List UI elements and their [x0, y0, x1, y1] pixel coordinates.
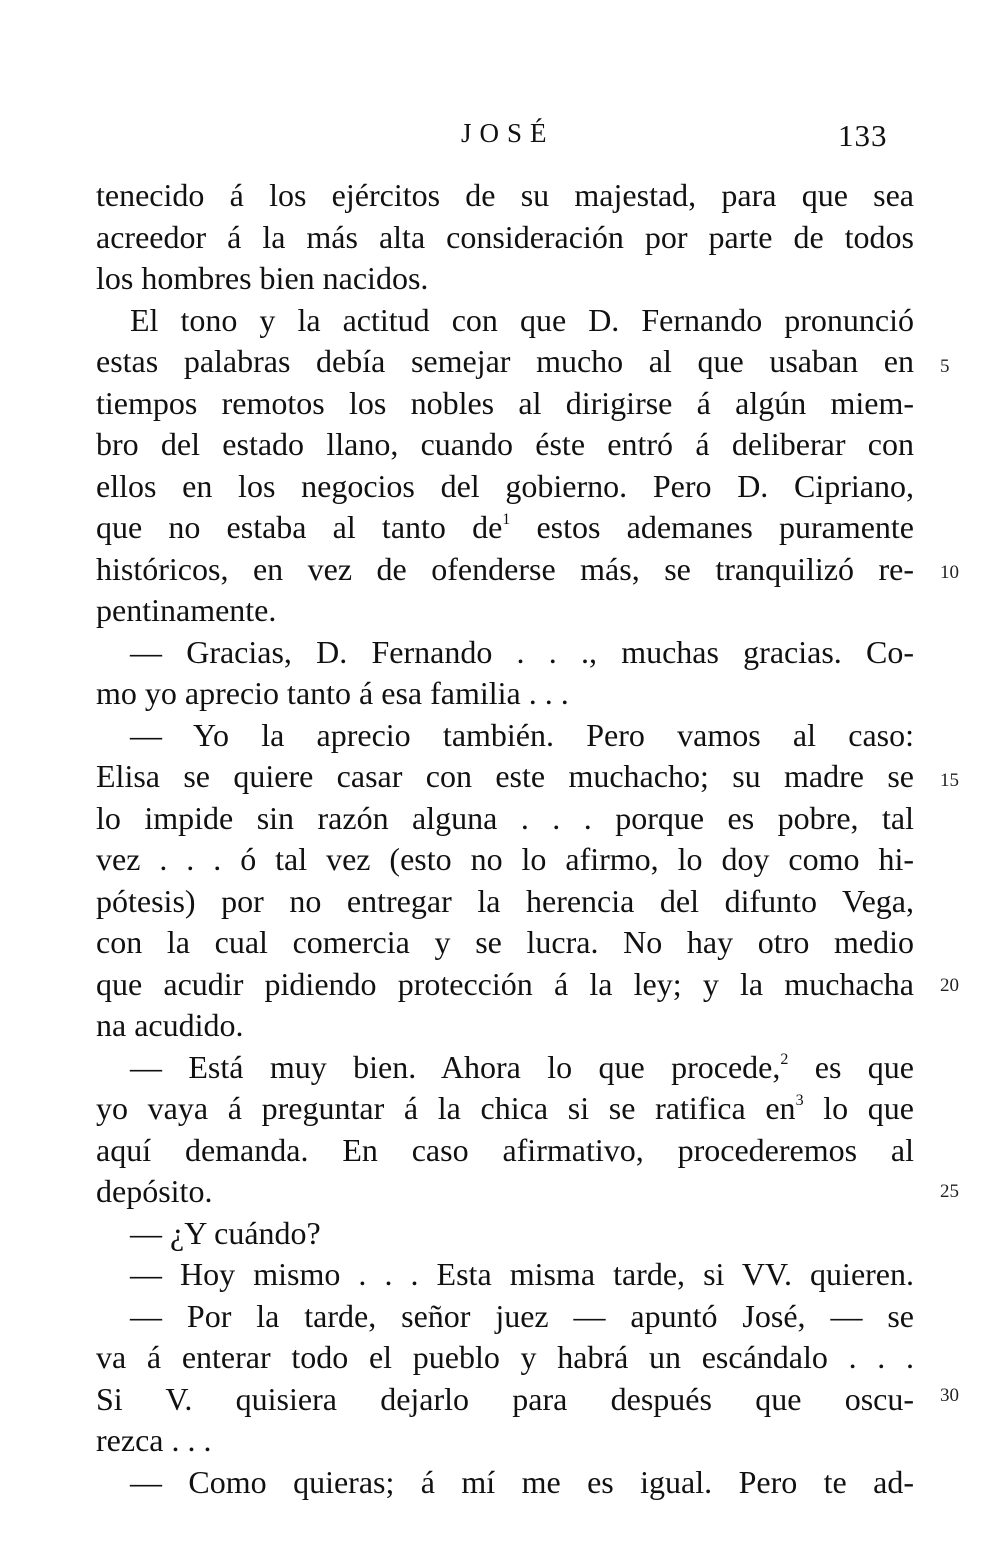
- text-line: tiempos remotos los nobles al dirigirse á algún miem-: [96, 384, 914, 421]
- text-line: tenecido á los ejércitos de su majestad, para que sea: [96, 177, 914, 213]
- text-line: El tono y la actitud con que D. Fernando pronunció: [130, 301, 914, 338]
- text-segment: que no estaba al tanto de: [96, 509, 503, 545]
- text-line: los hombres bien nacidos.: [96, 260, 429, 296]
- text-line: na acudido.: [96, 1007, 244, 1043]
- text-line: que acudir pidiendo protección á la ley; y la muchacha: [96, 965, 914, 1002]
- text-line: acreedor á la más alta consideración por parte de todos: [96, 218, 914, 255]
- text-line: — Gracias, D. Fernando . . ., muchas gracias. Co-: [130, 633, 914, 670]
- line-number-10: 10: [940, 562, 959, 583]
- text-line: [96, 1088, 914, 1130]
- text-line: pentinamente.: [96, 592, 277, 628]
- line-number-25: 25: [940, 1181, 959, 1202]
- text-line: pótesis) por no entregar la herencia del difunto Vega,: [96, 882, 914, 919]
- text-line: aquí demanda. En caso afirmativo, procederemos al: [96, 1131, 914, 1168]
- running-head: [0, 118, 1000, 158]
- text-line: rezca . . .: [96, 1422, 212, 1458]
- text-segment: — Está muy bien. Ahora lo que procede,: [130, 1048, 781, 1085]
- line-number-15: 15: [940, 770, 959, 791]
- line-number-20: 20: [940, 975, 959, 996]
- text-line: bro del estado llano, cuando éste entró á deliberar con: [96, 426, 914, 462]
- text-segment: es que: [788, 1048, 915, 1085]
- text-line: depósito.: [96, 1173, 213, 1209]
- text-line: lo impide sin razón alguna . . . porque es pobre, tal: [96, 799, 914, 836]
- text-line: mo yo aprecio tanto á esa familia . . .: [96, 675, 569, 711]
- text-line: estas palabras debía semejar mucho al que usaban en: [96, 343, 914, 379]
- text-segment: yo vaya á preguntar á la chica si se ratifica en: [96, 1090, 796, 1126]
- text-line: — ¿Y cuándo?: [130, 1214, 321, 1251]
- page-number: 133: [838, 118, 888, 153]
- text-line: históricos, en vez de ofenderse más, se tranquilizó re-: [96, 550, 914, 587]
- footnote-marker: 2: [780, 1050, 789, 1068]
- text-line: [96, 1047, 914, 1089]
- text-line: — Hoy mismo . . . Esta misma tarde, si VV. quieren.: [130, 1256, 914, 1292]
- running-head-title: JOSÉ: [461, 118, 555, 148]
- line-number-5: 5: [940, 356, 950, 377]
- text-line: Si V. quisiera dejarlo para después que oscu-: [96, 1380, 914, 1417]
- text-line: va á enterar todo el pueblo y habrá un escándalo . . .: [96, 1339, 914, 1375]
- text-segment: estos ademanes puramente: [510, 509, 915, 545]
- text-segment: lo que: [803, 1090, 915, 1126]
- text-line: — Yo la aprecio también. Pero vamos al caso:: [130, 716, 914, 753]
- text-line: vez . . . ó tal vez (esto no lo afirmo, lo doy como hi-: [96, 841, 914, 877]
- text-line: ellos en los negocios del gobierno. Pero D. Cipriano,: [96, 467, 914, 504]
- line-number-30: 30: [940, 1385, 959, 1406]
- footnote-marker: 1: [502, 511, 511, 528]
- text-line: — Por la tarde, señor juez — apuntó José, — se: [130, 1297, 914, 1334]
- text-line: [96, 507, 914, 549]
- text-line: — Como quieras; á mí me es igual. Pero te ad-: [130, 1463, 914, 1500]
- text-line: Elisa se quiere casar con este muchacho; su madre se: [96, 758, 914, 794]
- text-line: con la cual comercia y se lucra. No hay otro medio: [96, 924, 914, 960]
- body-text: [96, 175, 914, 1503]
- footnote-marker: 3: [795, 1092, 804, 1109]
